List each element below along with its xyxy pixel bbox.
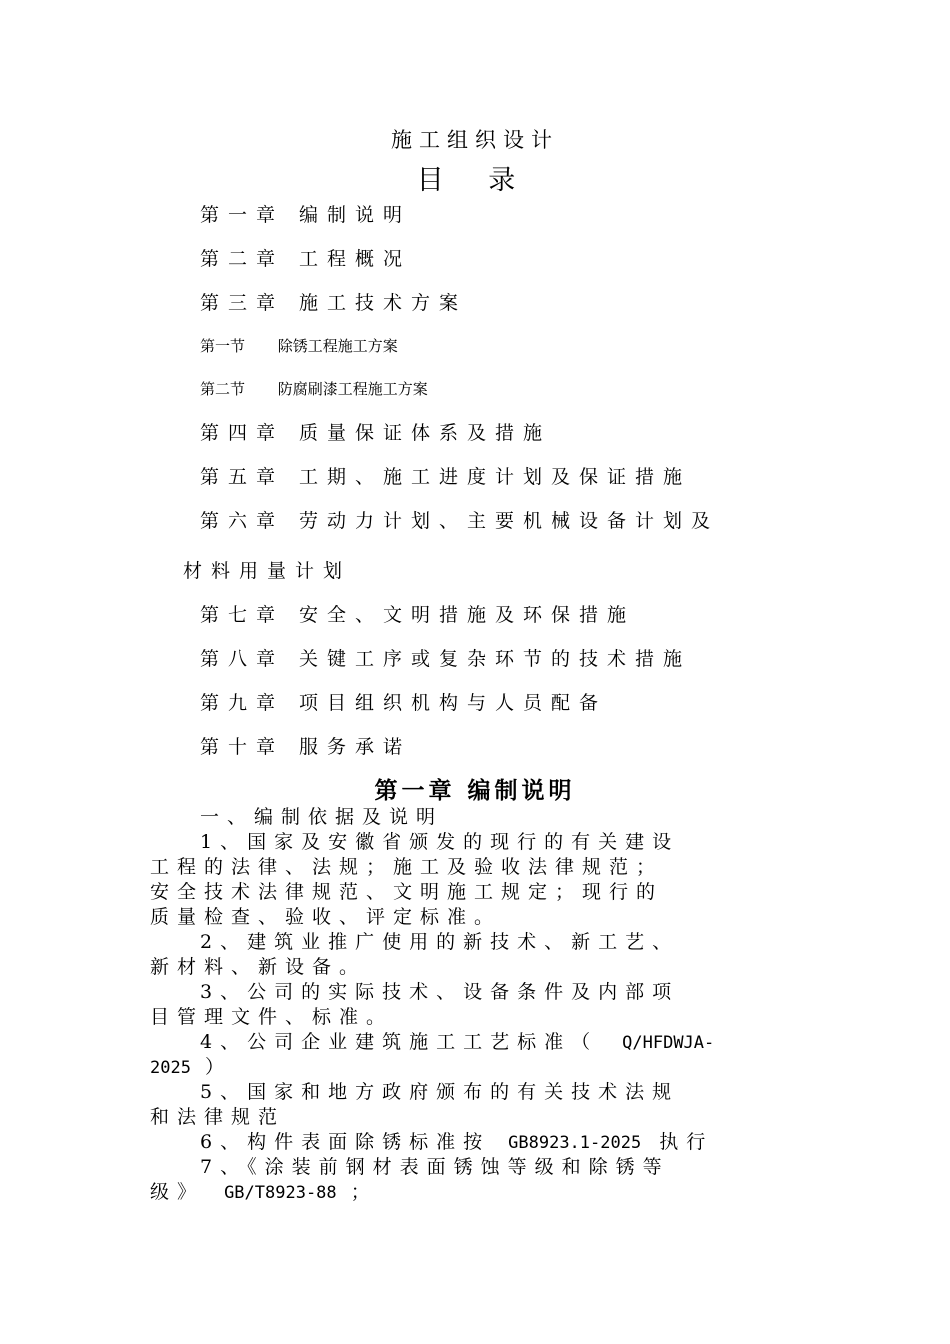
item4-close-paren: ） <box>205 1056 233 1078</box>
item3-line2: 目管理文件、标准。 <box>150 1006 394 1028</box>
item6-standard-code: GB8923.1-2025 <box>508 1133 642 1153</box>
chapter1-heading: 第一章 编制说明 <box>374 777 576 804</box>
toc-item-sec2[interactable] <box>200 378 428 399</box>
toc-item-ch2[interactable]: 第二章 工程概况 <box>200 248 412 270</box>
toc-item-ch7[interactable]: 第七章 安全、文明措施及环保措施 <box>200 604 636 626</box>
item4-line1 <box>200 1027 714 1054</box>
toc-item-ch3[interactable]: 第三章 施工技术方案 <box>200 292 468 314</box>
toc-sec1-number: 第一节 <box>200 337 246 355</box>
item1-line2: 工程的法律、法规；施工及验收法律规范； <box>150 856 664 878</box>
item7-standard-code: GB/T8923-88 <box>224 1183 337 1203</box>
toc-item-ch6[interactable]: 第六章 劳动力计划、主要机械设备计划及 <box>200 510 720 532</box>
section-heading: 一、编制依据及说明 <box>200 806 444 828</box>
item2-line2: 新材料、新设备。 <box>150 956 367 978</box>
item6-text: 6、构件表面除锈标准按 <box>200 1131 491 1153</box>
document-title: 施工组织设计 <box>391 128 559 152</box>
toc-item-ch1[interactable]: 第一章 编制说明 <box>200 204 412 226</box>
item1-line3: 安全技术法律规范、文明施工规定；现行的 <box>150 881 664 903</box>
item7-line2 <box>150 1177 378 1204</box>
toc-sec2-number: 第二节 <box>200 380 246 398</box>
item4-text: 4、公司企业建筑施工工艺标准（ <box>200 1031 599 1053</box>
toc-item-ch6-continued[interactable]: 材料用量计划 <box>183 560 352 582</box>
item6-suffix: 执行 <box>659 1131 714 1153</box>
item2-line1: 2、建筑业推广使用的新技术、新工艺、 <box>200 931 680 953</box>
toc-sec2-title: 防腐刷漆工程施工方案 <box>277 380 428 398</box>
item3-line1: 3、公司的实际技术、设备条件及内部项 <box>200 981 680 1003</box>
item4-line2 <box>150 1052 232 1079</box>
item6-line <box>200 1127 713 1154</box>
toc-item-sec1[interactable] <box>200 335 398 356</box>
toc-heading: 目 录 <box>416 165 534 196</box>
toc-item-ch4[interactable]: 第四章 质量保证体系及措施 <box>200 422 552 444</box>
item7-line1: 7、《涂装前钢材表面锈蚀等级和除锈等 <box>200 1156 670 1178</box>
item1-line1: 1、国家及安徽省颁发的现行的有关建设 <box>200 831 680 853</box>
item4-standard-code: Q/HFDWJA- <box>622 1033 715 1053</box>
item7-text: 级》 <box>150 1181 205 1203</box>
toc-item-ch8[interactable]: 第八章 关键工序或复杂环节的技术措施 <box>200 648 692 670</box>
toc-sec1-title: 除锈工程施工方案 <box>277 337 398 355</box>
toc-item-ch10[interactable]: 第十章 服务承诺 <box>200 736 412 758</box>
item4-year: 2025 <box>150 1058 191 1078</box>
item5-line2: 和法律规范 <box>150 1106 286 1128</box>
item1-line4: 质量检查、验收、评定标准。 <box>150 906 502 928</box>
toc-item-ch5[interactable]: 第五章 工期、施工进度计划及保证措施 <box>200 466 692 488</box>
item5-line1: 5、国家和地方政府颁布的有关技术法规 <box>200 1081 680 1103</box>
item7-semicolon: ； <box>350 1181 378 1203</box>
toc-item-ch9[interactable]: 第九章 项目组织机构与人员配备 <box>200 692 608 714</box>
